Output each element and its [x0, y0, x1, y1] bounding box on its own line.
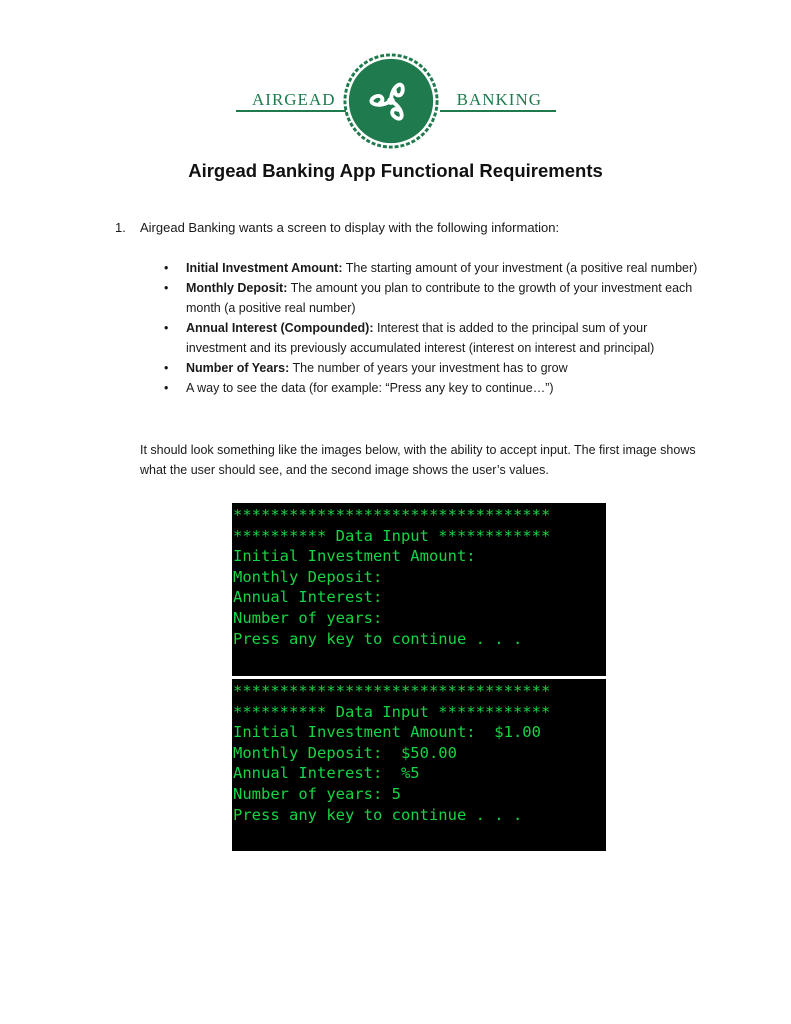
console-line: Number of years: 5 — [233, 784, 401, 803]
bullet-item: • Monthly Deposit: The amount you plan to contribute to the growth of your investment each month (a positive real number) — [186, 278, 706, 318]
console-line: ********** Data Input ************ — [233, 526, 551, 545]
console-line: Monthly Deposit: — [233, 567, 383, 586]
console-line: ********** Data Input ************ — [233, 702, 551, 721]
bullet-icon: • — [164, 361, 169, 375]
triskele-icon — [342, 52, 440, 150]
console-line: Number of years: — [233, 608, 383, 627]
console-line: ********************************** — [233, 682, 551, 700]
console-line: Initial Investment Amount: $1.00 — [233, 723, 541, 742]
bullet-item: • Annual Interest (Compounded): Interest that is added to the principal sum of your investment and its previously accumulated interest (interest on interest and principal) — [186, 318, 706, 358]
logo-divider-right — [440, 110, 556, 112]
requirement-bullet-list — [164, 258, 706, 398]
console-screenshot-empty — [232, 503, 606, 676]
console-screenshot-filled — [232, 679, 606, 851]
airgead-logo — [236, 52, 556, 150]
logo-word-airgead: AIRGEAD — [252, 90, 336, 109]
console-line: Press any key to continue . . . — [233, 629, 523, 648]
document-title: Airgead Banking App Functional Requirements — [188, 160, 603, 181]
logo-word-banking: BANKING — [456, 90, 542, 109]
bullet-item: • Initial Investment Amount: The starting amount of your investment (a positive real number) — [186, 258, 706, 278]
console-line: Monthly Deposit: $50.00 — [233, 743, 457, 762]
bullet-item: • A way to see the data (for example: “Press any key to continue…”) — [186, 378, 706, 398]
bullet-icon: • — [164, 261, 169, 275]
bullet-icon: • — [164, 281, 169, 295]
requirement-text: Airgead Banking wants a screen to display with the following information: — [140, 220, 560, 235]
bullet-icon: • — [164, 321, 169, 335]
console-line: Press any key to continue . . . — [233, 805, 523, 824]
description-paragraph: It should look something like the images below, with the ability to accept input. The first image shows what the user should see, and the second image shows the user’s values. — [140, 443, 696, 477]
console-line: Annual Interest: %5 — [233, 764, 420, 783]
requirement-number: 1. — [115, 220, 126, 235]
console-line: Initial Investment Amount: — [233, 547, 476, 566]
logo-divider-left — [236, 110, 346, 112]
console-line: ********************************** — [233, 506, 551, 524]
bullet-icon: • — [164, 381, 169, 395]
bullet-item: • Number of Years: The number of years your investment has to grow — [186, 358, 706, 378]
console-line: Annual Interest: — [233, 588, 383, 607]
